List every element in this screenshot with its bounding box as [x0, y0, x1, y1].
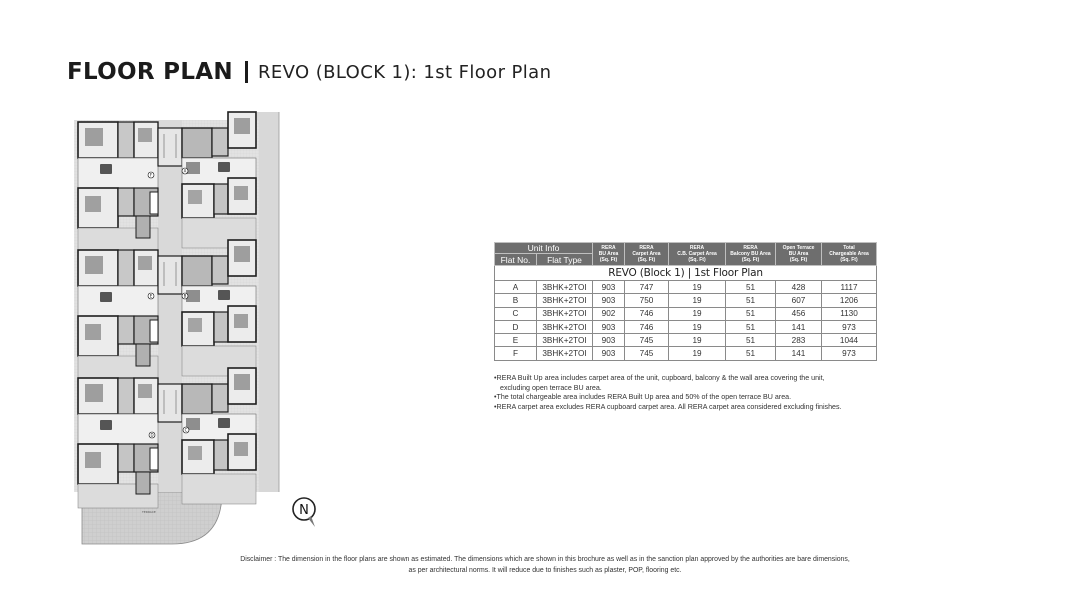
cell-cb-carpet-area: 19 [669, 347, 726, 360]
cell-bu-area: 903 [593, 281, 625, 294]
note-1: •RERA Built Up area includes carpet area of the unit, cupboard, balcony & the wall area covering the unit, [494, 374, 825, 382]
table-row [495, 347, 877, 360]
col-total-chargeable-area: Total Chargeable Area (Sq. Ft) [822, 243, 877, 266]
cell-terrace-area: 141 [776, 320, 822, 333]
cell-total-area: 973 [822, 347, 877, 360]
svg-text:E: E [149, 293, 153, 299]
col-open-terrace-bu-area: Open Terrace BU Area (Sq. Ft) [776, 243, 822, 266]
cell-flat-no: E [495, 334, 537, 347]
col-rera-balcony-bu-area: RERA Balcony BU Area (Sq. Ft) [726, 243, 776, 266]
cell-balcony-area: 51 [726, 307, 776, 320]
svg-text:F: F [149, 172, 153, 178]
cell-bu-area: 902 [593, 307, 625, 320]
cell-flat-type: 3BHK+2TOI [537, 347, 593, 360]
cell-carpet-area: 746 [625, 320, 669, 333]
svg-text:C: C [184, 427, 188, 433]
cell-balcony-area: 51 [726, 334, 776, 347]
cell-balcony-area: 51 [726, 294, 776, 307]
col-rera-cb-carpet-area: RERA C.B. Carpet Area (Sq. Ft) [669, 243, 726, 266]
svg-text:TERRACE: TERRACE [142, 510, 156, 514]
area-table [494, 242, 876, 361]
table-caption: REVO (Block 1) | 1st Floor Plan [495, 266, 877, 281]
svg-text:B: B [183, 293, 187, 299]
cell-flat-type: 3BHK+2TOI [537, 320, 593, 333]
cell-total-area: 1117 [822, 281, 877, 294]
cell-carpet-area: 747 [625, 281, 669, 294]
cell-balcony-area: 51 [726, 281, 776, 294]
north-compass-icon [289, 494, 323, 530]
compass-label: N [299, 503, 309, 518]
cell-total-area: 973 [822, 320, 877, 333]
area-notes [494, 374, 894, 412]
title-main: FLOOR PLAN [67, 59, 233, 85]
cell-carpet-area: 745 [625, 347, 669, 360]
col-rera-carpet-area: RERA Carpet Area (Sq. Ft) [625, 243, 669, 266]
cell-flat-no: B [495, 294, 537, 307]
table-row [495, 334, 877, 347]
col-flat-type: Flat Type [537, 254, 593, 266]
note-1-continued: excluding open terrace BU area. [500, 383, 602, 392]
table-row [495, 294, 877, 307]
cell-flat-type: 3BHK+2TOI [537, 307, 593, 320]
cell-carpet-area: 746 [625, 307, 669, 320]
cell-cb-carpet-area: 19 [669, 307, 726, 320]
cell-bu-area: 903 [593, 294, 625, 307]
cell-bu-area: 903 [593, 347, 625, 360]
svg-text:A: A [183, 168, 187, 174]
cell-terrace-area: 283 [776, 334, 822, 347]
note-3: •RERA carpet area excludes RERA cupboard carpet area. All RERA carpet area considered excluding finishes. [494, 402, 842, 411]
disclaimer-line-2: as per architectural norms. It will reduce due to finishes such as plaster, POP, flooring etc. [408, 567, 682, 574]
cell-flat-type: 3BHK+2TOI [537, 281, 593, 294]
table-row [495, 307, 877, 320]
svg-text:D: D [150, 432, 154, 438]
cell-terrace-area: 456 [776, 307, 822, 320]
unit-info-header: Unit Info [495, 243, 593, 254]
cell-total-area: 1206 [822, 294, 877, 307]
cell-balcony-area: 51 [726, 347, 776, 360]
cell-cb-carpet-area: 19 [669, 334, 726, 347]
table-row [495, 281, 877, 294]
col-flat-no: Flat No. [495, 254, 537, 266]
cell-terrace-area: 428 [776, 281, 822, 294]
cell-flat-type: 3BHK+2TOI [537, 294, 593, 307]
cell-balcony-area: 51 [726, 320, 776, 333]
col-rera-bu-area: RERA BU Area (Sq. Ft) [593, 243, 625, 266]
note-2: •The total chargeable area includes RERA Built Up area and 50% of the open terrace BU area. [494, 393, 792, 402]
cell-flat-no: A [495, 281, 537, 294]
page-title [67, 56, 551, 88]
cell-flat-no: C [495, 307, 537, 320]
table-row [495, 320, 877, 333]
floor-plan-drawing [72, 108, 284, 548]
cell-bu-area: 903 [593, 320, 625, 333]
disclaimer [200, 554, 890, 576]
cell-cb-carpet-area: 19 [669, 294, 726, 307]
cell-total-area: 1130 [822, 307, 877, 320]
cell-flat-no: F [495, 347, 537, 360]
cell-total-area: 1044 [822, 334, 877, 347]
cell-cb-carpet-area: 19 [669, 320, 726, 333]
cell-terrace-area: 607 [776, 294, 822, 307]
cell-bu-area: 903 [593, 334, 625, 347]
cell-flat-type: 3BHK+2TOI [537, 334, 593, 347]
disclaimer-line-1: Disclaimer : The dimension in the floor plans are shown as estimated. The dimensions which are shown in this brochure as well as in the sanction plan approved by the authorities are bare dimensions, [240, 556, 850, 563]
cell-cb-carpet-area: 19 [669, 281, 726, 294]
cell-carpet-area: 745 [625, 334, 669, 347]
title-separator [245, 61, 248, 83]
cell-carpet-area: 750 [625, 294, 669, 307]
cell-terrace-area: 141 [776, 347, 822, 360]
title-subtitle: REVO (BLOCK 1): 1st Floor Plan [257, 61, 552, 83]
cell-flat-no: D [495, 320, 537, 333]
